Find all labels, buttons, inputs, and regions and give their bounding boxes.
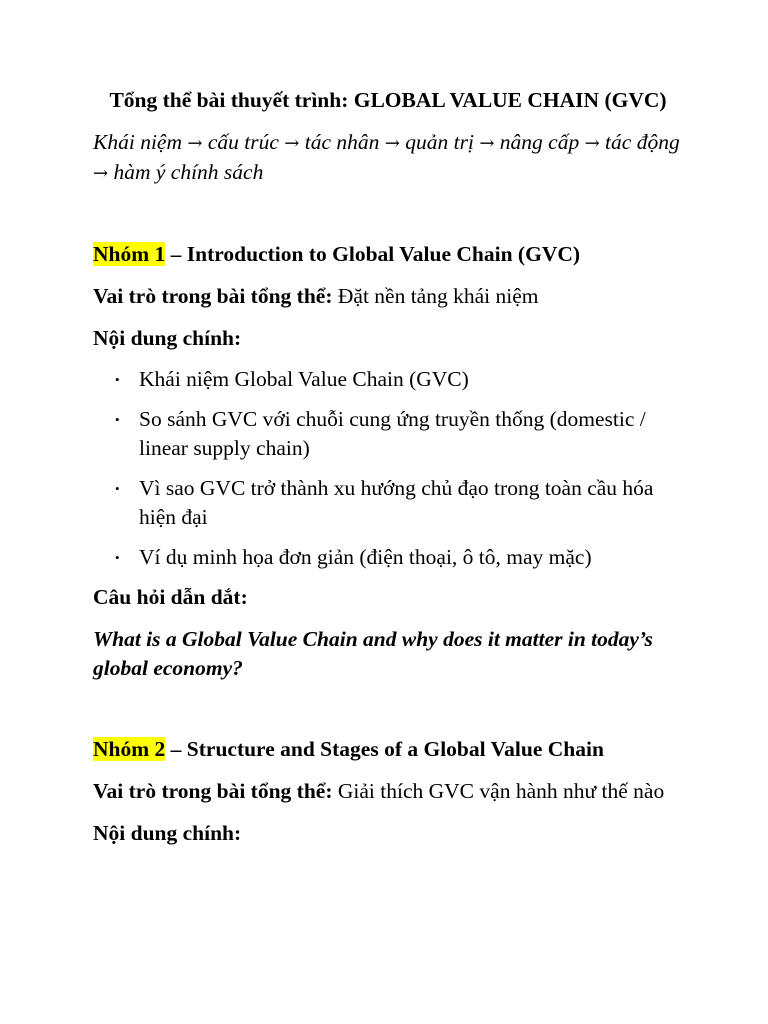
group1-title: – Introduction to Global Value Chain (GVC) <box>165 242 581 266</box>
group1-heading <box>93 240 683 269</box>
group1-question-label-text: Câu hỏi dẫn dắt: <box>93 585 248 609</box>
arrow-right-icon: → <box>479 133 495 154</box>
document-page <box>93 86 683 848</box>
group1-label-highlight: Nhóm 1 <box>93 242 166 266</box>
arrow-right-icon: → <box>284 133 300 154</box>
group1-bullet-list <box>93 365 683 572</box>
group1-content-label <box>93 324 683 353</box>
arrow-right-icon: → <box>93 163 109 184</box>
list-item <box>93 474 683 532</box>
arrow-right-icon: → <box>384 133 400 154</box>
list-item-text: Ví dụ minh họa đơn giản (điện thoại, ô tô, may mặc) <box>139 545 592 569</box>
bullet-icon: • <box>115 412 120 427</box>
group2-role-text: Giải thích GVC vận hành như thế nào <box>332 779 665 803</box>
flow-step: nâng cấp <box>499 130 580 154</box>
bullet-icon: • <box>115 372 120 387</box>
group2-content-label-text: Nội dung chính: <box>93 821 242 845</box>
arrow-right-icon: → <box>584 133 600 154</box>
group1-content-label-text: Nội dung chính: <box>93 326 242 350</box>
arrow-right-icon: → <box>187 133 203 154</box>
group2-role <box>93 777 683 806</box>
bullet-icon: • <box>115 481 120 496</box>
flow-step: Khái niệm <box>93 130 182 154</box>
group1-role-label: Vai trò trong bài tổng thể: <box>93 284 333 308</box>
group2-title: – Structure and Stages of a Global Value Chain <box>165 737 604 761</box>
group1-guiding-question: What is a Global Value Chain and why does it matter in today’s global economy? <box>93 627 653 680</box>
group2-label-highlight: Nhóm 2 <box>93 737 166 761</box>
presentation-flow <box>93 128 683 188</box>
group2-role-label: Vai trò trong bài tổng thể: <box>93 779 333 803</box>
list-item-text: Khái niệm Global Value Chain (GVC) <box>139 367 469 391</box>
list-item <box>93 365 683 394</box>
group2-content-label <box>93 819 683 848</box>
list-item <box>93 405 683 463</box>
list-item-text: So sánh GVC với chuỗi cung ứng truyền thống (domestic / linear supply chain) <box>139 407 646 460</box>
group1-question-label <box>93 583 683 612</box>
list-item <box>93 543 683 572</box>
flow-step: tác nhân <box>304 130 380 154</box>
group1-role <box>93 282 683 311</box>
document-title: Tổng thể bài thuyết trình: GLOBAL VALUE CHAIN (GVC) <box>109 88 667 112</box>
flow-step: cấu trúc <box>207 130 279 154</box>
group1-role-text: Đặt nền tảng khái niệm <box>332 284 539 308</box>
bullet-icon: • <box>115 550 120 565</box>
group2-heading <box>93 735 683 764</box>
flow-step: hàm ý chính sách <box>113 160 264 184</box>
flow-step: tác động <box>605 130 680 154</box>
flow-step: quản trị <box>405 130 474 154</box>
list-item-text: Vì sao GVC trở thành xu hướng chủ đạo trong toàn cầu hóa hiện đại <box>139 476 654 529</box>
